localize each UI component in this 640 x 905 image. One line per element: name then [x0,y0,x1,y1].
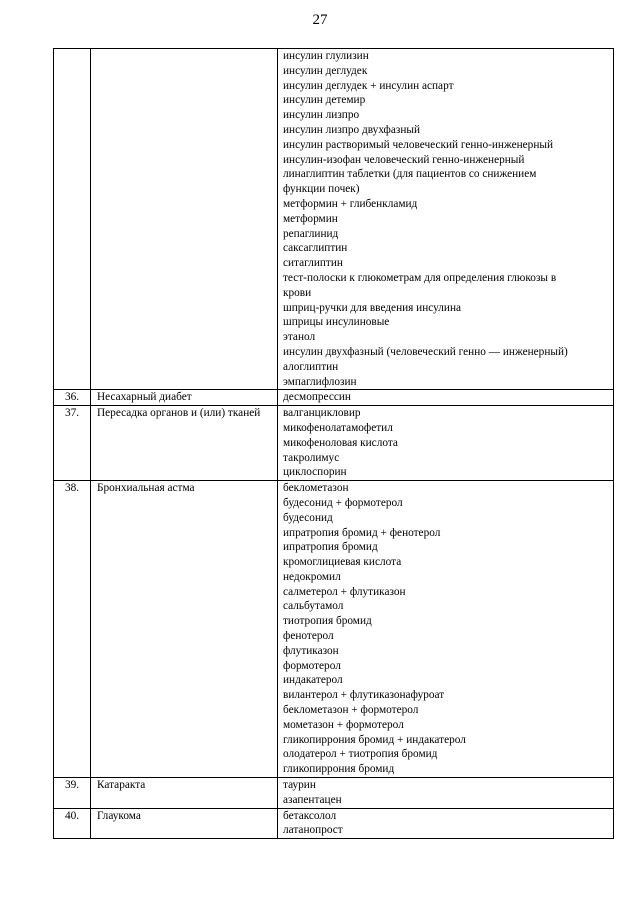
drug-item: ипратропия бромид [283,541,378,554]
drug-item: недокромил [283,570,341,583]
drug-item: будесонид [283,511,333,524]
drug-item: десмопрессин [283,391,351,404]
drug-item: индакатерол [283,674,343,687]
condition-name: Глаукома [97,809,141,822]
drug-item: беклометазон [283,482,349,495]
row-number [54,49,91,390]
condition-name: Бронхиальная астма [97,482,195,495]
drug-item: функции почек) [283,183,360,196]
drug-item: метформин + глибенкламид [283,197,418,210]
drug-item: метформин [283,212,338,225]
drug-item: валганцикловир [283,407,361,420]
drug-item: кромоглициевая кислота [283,556,402,569]
row-number: 36. [54,390,91,406]
drug-item: олодатерол + тиотропия бромид [283,748,438,761]
drug-item: тиотропия бромид [283,615,372,628]
table-row [54,481,614,778]
table-row [54,778,614,809]
condition-cell [91,390,278,406]
drug-item: инсулин деглудек + инсулин аспарт [283,79,454,92]
drug-item: микофеноловая кислота [283,436,398,449]
drug-item: таурин [283,779,316,792]
drug-item: микофенолатамофетил [283,421,393,434]
row-number: 40. [54,808,91,839]
row-number: 39. [54,778,91,809]
drug-item: салметерол + флутиказон [283,585,406,598]
drug-item: инсулин деглудек [283,64,368,77]
table-row [54,406,614,481]
drug-item: инсулин растворимый человеческий генно-инженерный [283,138,554,151]
row-number: 37. [54,406,91,481]
drug-item: формотерол [283,659,341,672]
drug-item: гликопиррония бромид + индакатерол [283,733,466,746]
drug-item: инсулин двухфазный (человеческий генно — инженерный) [283,345,568,358]
drug-item: такролимус [283,451,340,464]
drug-item: крови [283,286,312,299]
drug-list-cell [278,406,614,481]
condition-cell [91,778,278,809]
drug-item: будесонид + формотерол [283,496,403,509]
drug-item: флутиказон [283,644,339,657]
drug-list-cell [278,808,614,839]
drug-item: шприц-ручки для введения инсулина [283,301,462,314]
page-number: 27 [312,12,328,28]
table-row [54,390,614,406]
condition-cell [91,49,278,390]
condition-cell [91,808,278,839]
condition-cell [91,406,278,481]
drug-item: шприцы инсулиновые [283,316,390,329]
table-row [54,808,614,839]
drug-item: линаглиптин таблетки (для пациентов со снижением [283,168,537,181]
drug-item: мометазон + формотерол [283,718,404,731]
drug-list-cell [278,390,614,406]
drug-item: репаглинид [283,227,339,240]
condition-name: Катаракта [97,779,146,792]
drug-item: гликопиррония бромид [283,763,395,776]
drug-item: вилантерол + флутиказонафуроат [283,689,445,702]
drug-item: инсулин лизпро [283,109,360,122]
condition-name: Несахарный диабет [97,391,192,404]
drug-item: эмпаглифлозин [283,375,357,388]
drug-item: ипратропия бромид + фенотерол [283,526,441,539]
drug-item: инсулин глулизин [283,50,369,62]
row-number: 38. [54,481,91,778]
drug-item: ситаглиптин [283,257,343,270]
drug-item: сальбутамол [283,600,344,613]
drug-item: саксаглиптин [283,242,348,255]
drug-list-cell [278,778,614,809]
table-body [54,49,614,839]
drug-item: латанопрост [283,824,343,837]
drug-item: алоглиптин [283,360,339,373]
drug-item: этанол [283,331,316,344]
drug-item: инсулин детемир [283,94,366,107]
drug-item: бетаксолол [283,809,337,822]
condition-cell [91,481,278,778]
medication-table [53,48,614,839]
drug-list-cell [278,49,614,390]
drug-item: беклометазон + формотерол [283,704,419,717]
drug-item: инсулин лизпро двухфазный [283,123,421,136]
drug-item: фенотерол [283,630,334,643]
drug-list-cell [278,481,614,778]
table-row [54,49,614,390]
drug-item: тест-полоски к глюкометрам для определения глюкозы в [283,271,557,284]
condition-name: Пересадка органов и (или) тканей [97,407,261,420]
drug-item: инсулин-изофан человеческий генно-инженерный [283,153,525,166]
drug-item: циклоспорин [283,466,347,479]
drug-item: азапентацен [283,793,342,806]
